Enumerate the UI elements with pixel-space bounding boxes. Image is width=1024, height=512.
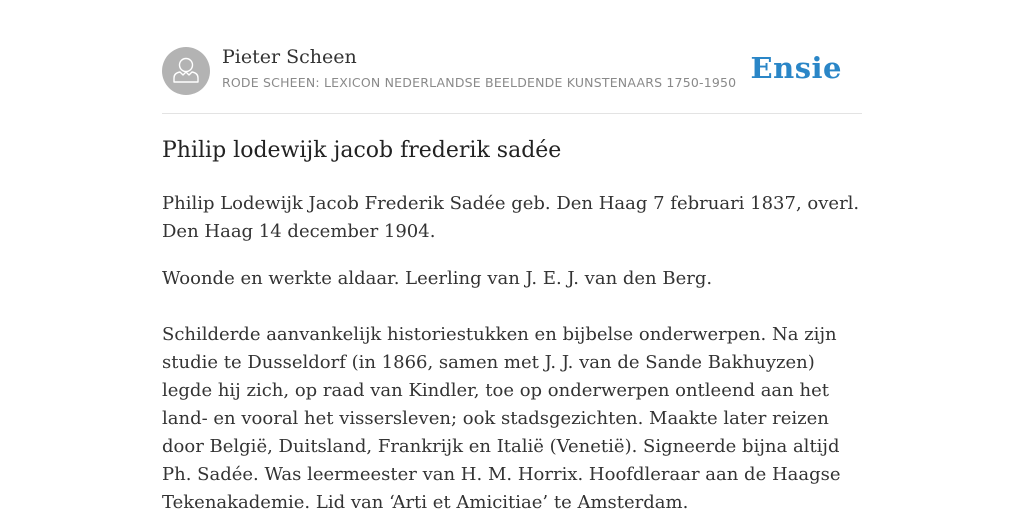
paragraph-career: Schilderde aanvankelijk historiestukken en bijbelse onderwerpen. Na zijn studie te Dusseldorf (in 1866, samen met J. J. van de Sande Bakhuyzen) legde hij zich, op raad van Kindler, toe op onderwerpen ontleend aan het land- en vooral het vissersleven; ook stadsgezichten. Maakte later reizen door België, Duitsland, Frankrijk en Italië (Venetië). Signeerde bijna altijd Ph. Sadée. Was leermeester van H. M. Horrix. Hoofdleraar aan de Haagse Tekenakademie. Lid van ‘Arti et Amicitiae’ te Amsterdam. <box>162 324 841 512</box>
page-title: Philip lodewijk jacob frederik sadée <box>162 138 562 163</box>
paragraph-residence: Woonde en werkte aldaar. Leerling van J. E. J. van den Berg. <box>162 268 713 289</box>
ensie-logo[interactable]: Ensie <box>750 51 842 85</box>
article-header <box>162 46 862 114</box>
user-icon-graphic <box>162 47 210 95</box>
author-name[interactable]: Pieter Scheen <box>222 46 357 68</box>
paragraph-intro: Philip Lodewijk Jacob Frederik Sadée geb. Den Haag 7 februari 1837, overl. Den Haag 14 december 1904. <box>162 193 860 242</box>
article-body <box>162 190 867 512</box>
source-title[interactable]: RODE SCHEEN: LEXICON NEDERLANDSE BEELDENDE KUNSTENAARS 1750-1950 <box>222 75 737 90</box>
user-icon[interactable] <box>162 47 210 95</box>
